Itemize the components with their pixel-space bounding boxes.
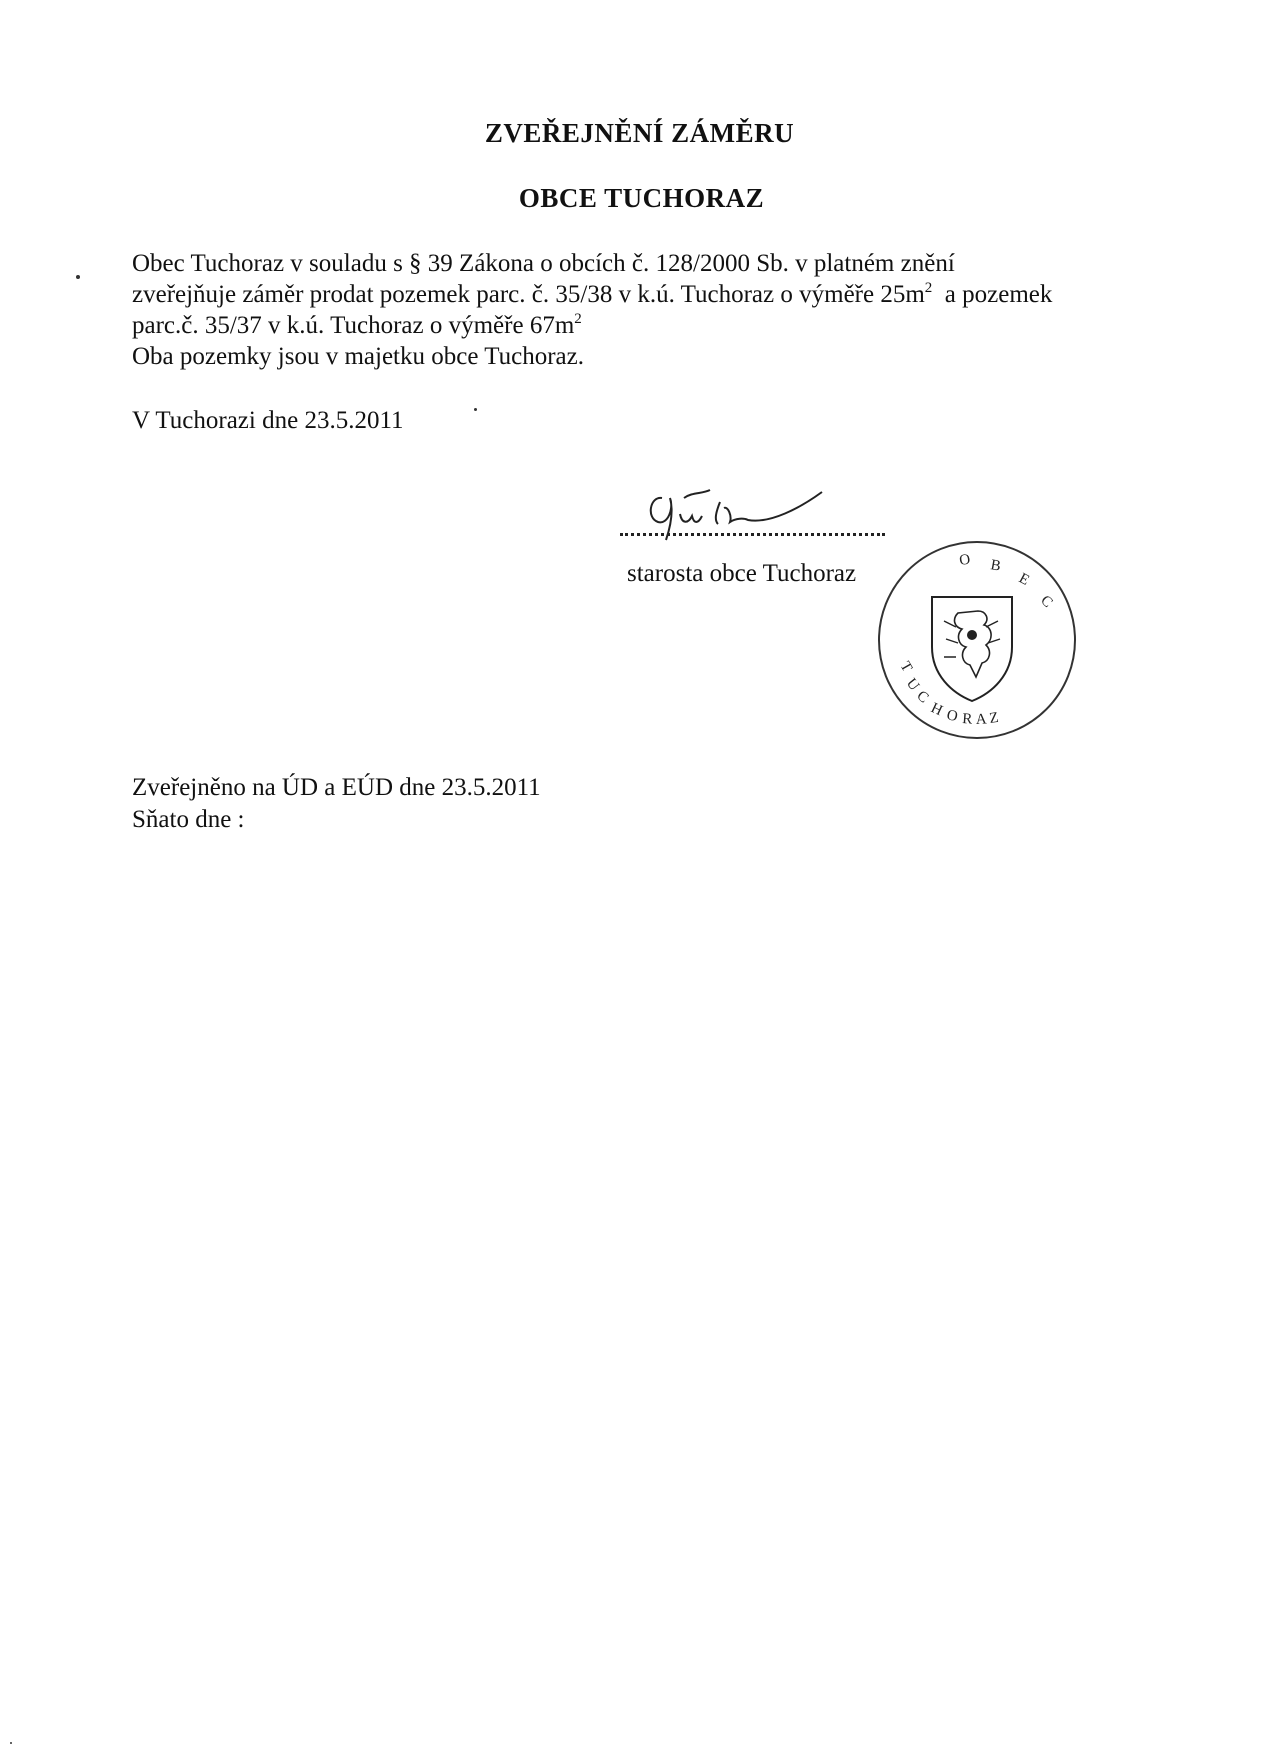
svg-text:A: A — [975, 711, 988, 728]
removed-line: Sňato dne : — [132, 806, 245, 833]
scan-speck — [10, 1742, 12, 1744]
svg-text:O: O — [958, 551, 972, 569]
body-paragraph — [132, 248, 1052, 372]
document-subtitle: OBCE TUCHORAZ — [518, 183, 765, 213]
document-title: ZVEŘEJNĚNÍ ZÁMĚRU — [484, 118, 795, 148]
body-line-3-text: parc.č. 35/37 v k.ú. Tuchoraz o výměře 67m — [132, 312, 575, 339]
svg-text:U: U — [902, 675, 923, 695]
published-line: Zveřejněno na ÚD a EÚD dne 23.5.2011 — [132, 774, 541, 801]
svg-text:B: B — [989, 557, 1002, 575]
municipal-stamp — [872, 535, 1082, 745]
svg-text:E: E — [1016, 570, 1032, 589]
body-line-2-tail: a pozemek — [944, 281, 1053, 308]
body-line-4: Oba pozemky jsou v majetku obce Tuchoraz. — [132, 343, 584, 370]
svg-text:O: O — [945, 707, 960, 726]
svg-text:H: H — [928, 700, 945, 720]
svg-text:R: R — [961, 711, 973, 728]
area-superscript: 2 — [924, 280, 933, 296]
scan-speck — [76, 275, 80, 279]
signature-label: starosta obce Tuchoraz — [627, 560, 857, 587]
body-line-2 — [132, 279, 1052, 310]
svg-text:T: T — [896, 659, 915, 675]
area-superscript: 2 — [574, 311, 582, 327]
signature-line — [620, 533, 885, 544]
place-date: V Tuchorazi dne 23.5.2011 — [132, 407, 404, 434]
body-line-1: Obec Tuchoraz v souladu s § 39 Zákona o obcích č. 128/2000 Sb. v platném znění — [132, 250, 955, 277]
svg-text:C: C — [1037, 592, 1056, 611]
svg-text:Z: Z — [988, 709, 1000, 727]
publication-info — [132, 772, 541, 836]
body-line-2-text: zveřejňuje záměr prodat pozemek parc. č. 35/38 v k.ú. Tuchoraz o výměře 25m — [132, 281, 925, 308]
body-line-3 — [132, 310, 1052, 341]
scan-speck — [474, 408, 477, 411]
svg-text:C: C — [913, 687, 932, 707]
